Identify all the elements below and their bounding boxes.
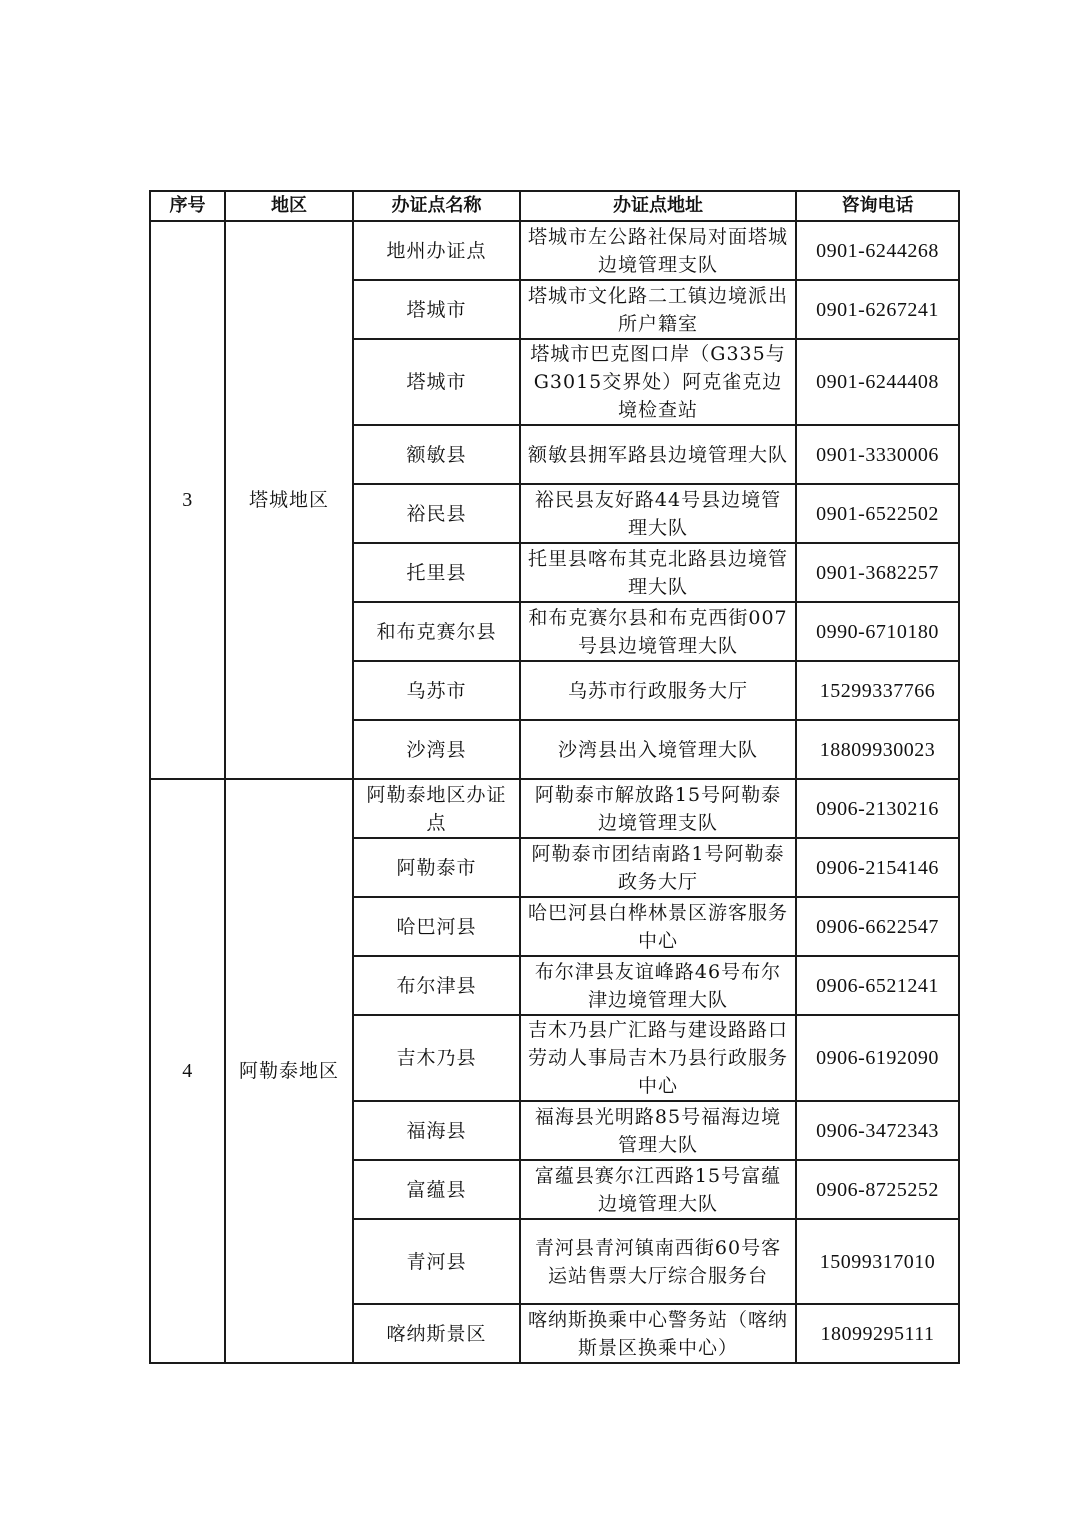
phone-cell: 0901-3682257 <box>796 543 959 602</box>
document-sheet <box>149 190 960 1364</box>
table-body <box>150 221 959 1363</box>
phone-cell: 0906-3472343 <box>796 1101 959 1160</box>
office-address-cell: 裕民县友好路44号县边境管理大队 <box>520 484 796 543</box>
office-name-cell: 富蕴县 <box>353 1160 520 1219</box>
header-region: 地区 <box>225 191 353 221</box>
office-address-cell: 青河县青河镇南西街60号客运站售票大厅综合服务台 <box>520 1219 796 1304</box>
phone-cell: 18099295111 <box>796 1304 959 1363</box>
office-name-cell: 布尔津县 <box>353 956 520 1015</box>
office-name-cell: 喀纳斯景区 <box>353 1304 520 1363</box>
header-office-address: 办证点地址 <box>520 191 796 221</box>
table-row <box>150 221 959 280</box>
phone-cell: 0990-6710180 <box>796 602 959 661</box>
office-name-cell: 吉木乃县 <box>353 1015 520 1101</box>
office-name-cell: 福海县 <box>353 1101 520 1160</box>
phone-cell: 0901-6244408 <box>796 339 959 425</box>
office-address-cell: 喀纳斯换乘中心警务站（喀纳斯景区换乘中心） <box>520 1304 796 1363</box>
office-address-cell: 塔城市文化路二工镇边境派出所户籍室 <box>520 280 796 339</box>
office-name-cell: 青河县 <box>353 1219 520 1304</box>
phone-cell: 18809930023 <box>796 720 959 779</box>
office-name-cell: 裕民县 <box>353 484 520 543</box>
office-name-cell: 阿勒泰市 <box>353 838 520 897</box>
office-name-cell: 乌苏市 <box>353 661 520 720</box>
phone-cell: 0906-2130216 <box>796 779 959 838</box>
office-address-cell: 阿勒泰市团结南路1号阿勒泰政务大厅 <box>520 838 796 897</box>
region-cell: 塔城地区 <box>225 221 353 779</box>
office-name-cell: 塔城市 <box>353 339 520 425</box>
phone-cell: 0906-6192090 <box>796 1015 959 1101</box>
office-address-cell: 托里县喀布其克北路县边境管理大队 <box>520 543 796 602</box>
office-address-cell: 额敏县拥军路县边境管理大队 <box>520 425 796 484</box>
header-office-name: 办证点名称 <box>353 191 520 221</box>
office-name-cell: 哈巴河县 <box>353 897 520 956</box>
office-table <box>149 190 960 1364</box>
office-address-cell: 富蕴县赛尔江西路15号富蕴边境管理大队 <box>520 1160 796 1219</box>
phone-cell: 0906-2154146 <box>796 838 959 897</box>
office-address-cell: 和布克赛尔县和布克西街007号县边境管理大队 <box>520 602 796 661</box>
office-name-cell: 塔城市 <box>353 280 520 339</box>
header-no: 序号 <box>150 191 225 221</box>
office-address-cell: 乌苏市行政服务大厅 <box>520 661 796 720</box>
group-number-cell: 4 <box>150 779 225 1363</box>
office-address-cell: 福海县光明路85号福海边境管理大队 <box>520 1101 796 1160</box>
office-name-cell: 沙湾县 <box>353 720 520 779</box>
phone-cell: 15099317010 <box>796 1219 959 1304</box>
office-address-cell: 沙湾县出入境管理大队 <box>520 720 796 779</box>
header-phone: 咨询电话 <box>796 191 959 221</box>
office-name-cell: 地州办证点 <box>353 221 520 280</box>
phone-cell: 0906-6521241 <box>796 956 959 1015</box>
phone-cell: 0906-8725252 <box>796 1160 959 1219</box>
office-name-cell: 阿勒泰地区办证点 <box>353 779 520 838</box>
office-name-cell: 额敏县 <box>353 425 520 484</box>
office-address-cell: 塔城市巴克图口岸（G335与G3015交界处）阿克雀克边境检查站 <box>520 339 796 425</box>
group-number-cell: 3 <box>150 221 225 779</box>
phone-cell: 0901-3330006 <box>796 425 959 484</box>
phone-cell: 0901-6244268 <box>796 221 959 280</box>
phone-cell: 15299337766 <box>796 661 959 720</box>
office-name-cell: 托里县 <box>353 543 520 602</box>
phone-cell: 0906-6622547 <box>796 897 959 956</box>
office-address-cell: 布尔津县友谊峰路46号布尔津边境管理大队 <box>520 956 796 1015</box>
office-address-cell: 塔城市左公路社保局对面塔城边境管理支队 <box>520 221 796 280</box>
region-cell: 阿勒泰地区 <box>225 779 353 1363</box>
office-address-cell: 吉木乃县广汇路与建设路路口劳动人事局吉木乃县行政服务中心 <box>520 1015 796 1101</box>
office-address-cell: 阿勒泰市解放路15号阿勒泰边境管理支队 <box>520 779 796 838</box>
table-row <box>150 779 959 838</box>
table-header-row <box>150 191 959 221</box>
phone-cell: 0901-6522502 <box>796 484 959 543</box>
office-name-cell: 和布克赛尔县 <box>353 602 520 661</box>
phone-cell: 0901-6267241 <box>796 280 959 339</box>
office-address-cell: 哈巴河县白桦林景区游客服务中心 <box>520 897 796 956</box>
